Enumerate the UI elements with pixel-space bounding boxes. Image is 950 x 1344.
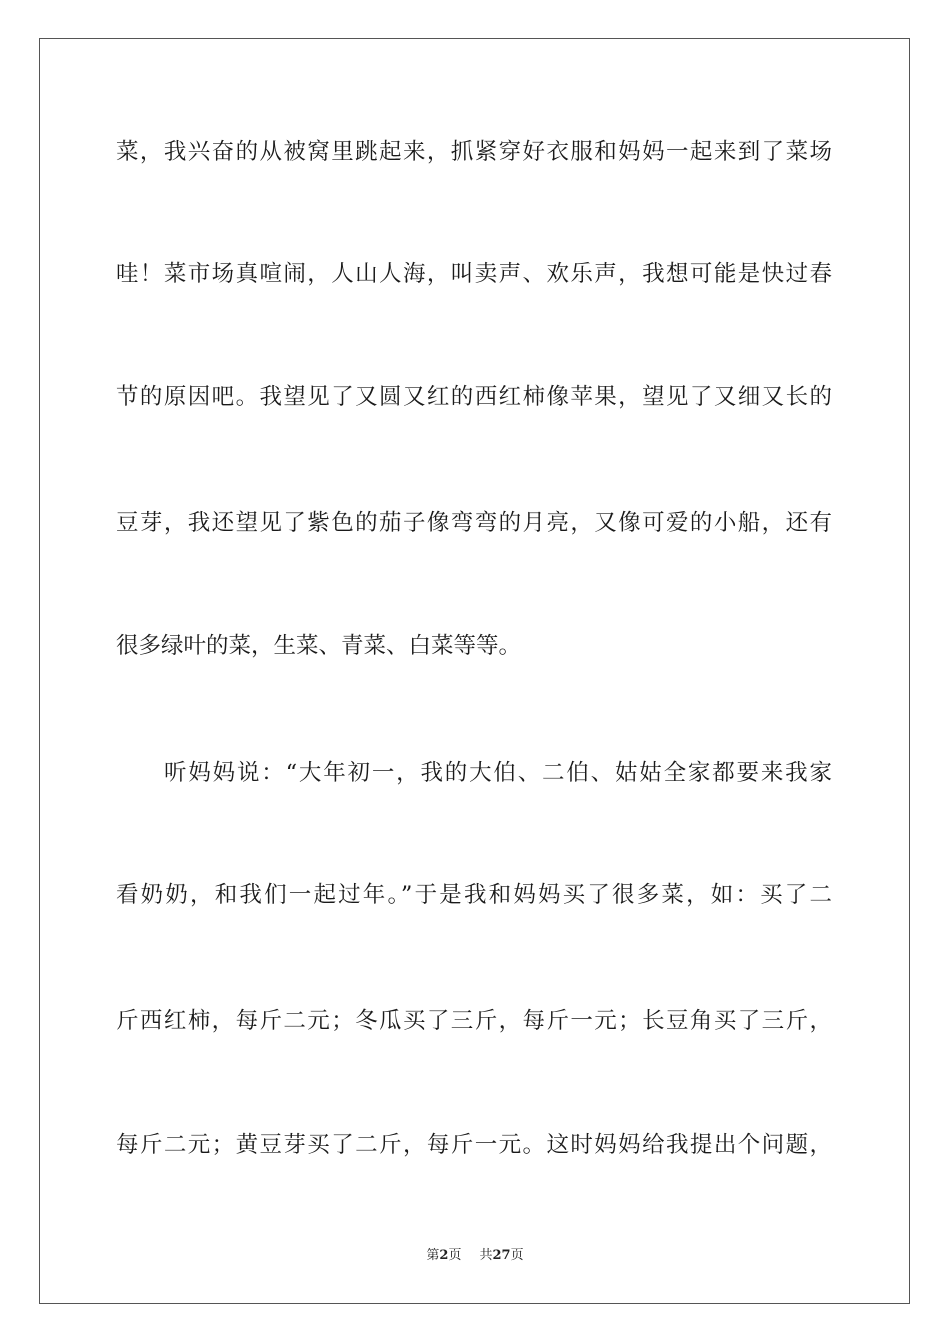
body-text-line-8: 斤西红柿，每斤二元；冬瓜买了三斤，每斤一元；长豆角买了三斤， xyxy=(116,1008,832,1034)
footer-page-suffix: 页 xyxy=(448,1248,462,1263)
body-text-line-1: 菜，我兴奋的从被窝里跳起来，抓紧穿好衣服和妈妈一起来到了菜场 xyxy=(116,139,832,165)
body-text-line-6: 听妈妈说：“大年初一，我的大伯、二伯、姑姑全家都要来我家 xyxy=(164,760,832,786)
footer-total-pages: 27 xyxy=(492,1248,511,1263)
footer-total-prefix: 共 xyxy=(479,1248,493,1263)
body-text-line-4: 豆芽，我还望见了紫色的茄子像弯弯的月亮，又像可爱的小船，还有 xyxy=(116,510,832,536)
body-text-line-7: 看奶奶，和我们一起过年。”于是我和妈妈买了很多菜，如：买了二 xyxy=(116,882,832,908)
body-text-line-3: 节的原因吧。我望见了又圆又红的西红柿像苹果，望见了又细又长的 xyxy=(116,384,832,410)
body-text-line-5: 很多绿叶的菜，生菜、青菜、白菜等等。 xyxy=(116,633,522,659)
page-border xyxy=(39,38,910,1304)
footer-total-suffix: 页 xyxy=(510,1248,524,1263)
footer-page-prefix: 第 xyxy=(426,1248,440,1263)
body-text-line-2: 哇！菜市场真喧闹，人山人海，叫卖声、欢乐声，我想可能是快过春 xyxy=(116,261,832,287)
page-footer xyxy=(0,1247,950,1265)
body-text-line-9: 每斤二元；黄豆芽买了二斤，每斤一元。这时妈妈给我提出个问题， xyxy=(116,1132,832,1158)
footer-page-number: 2 xyxy=(439,1248,449,1263)
